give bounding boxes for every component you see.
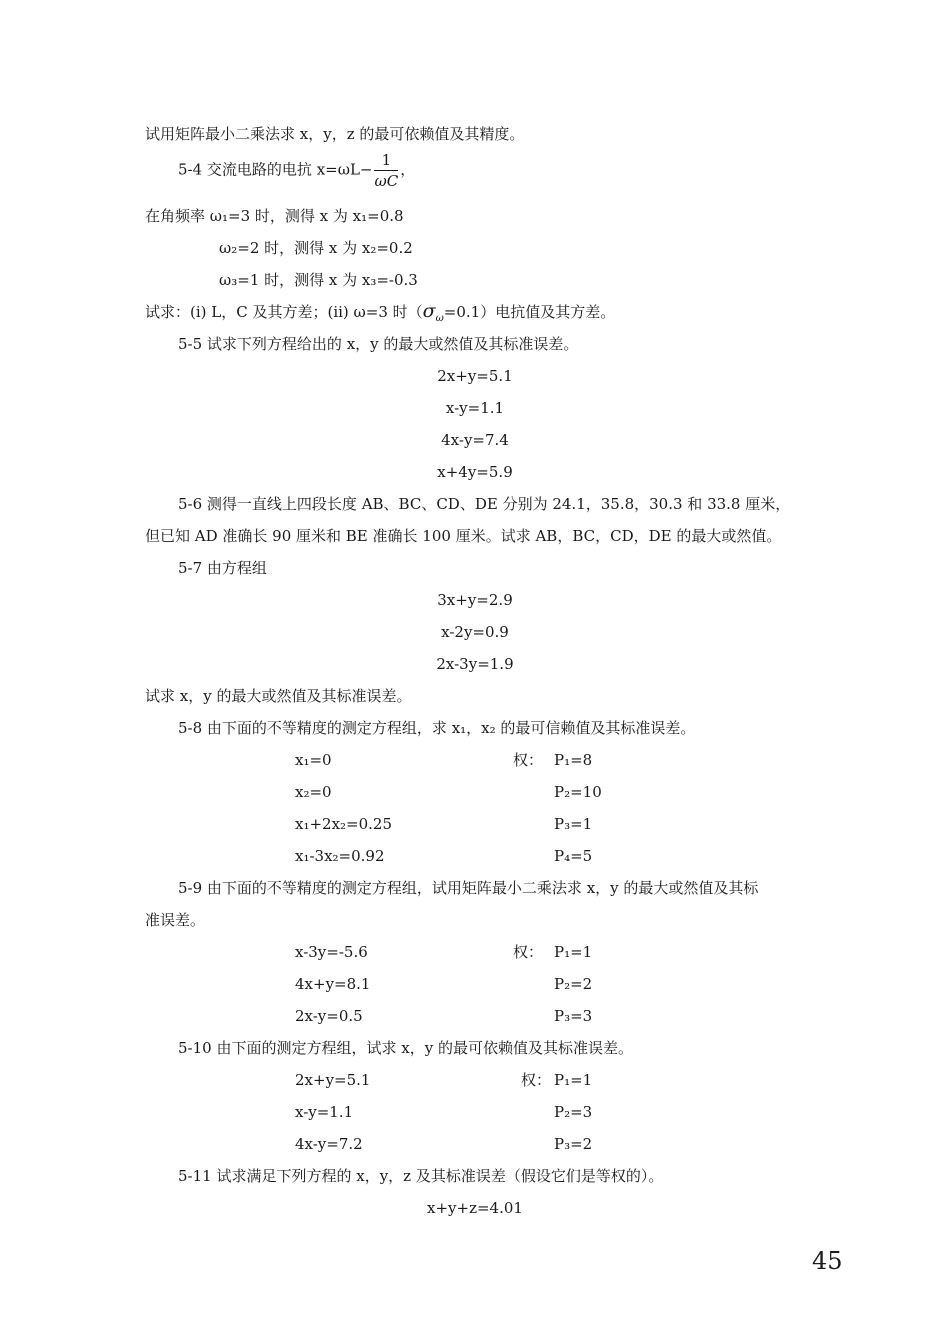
equation: x+y+z=4.01 xyxy=(427,1199,523,1217)
text-segment: 试求：(i) L，C 及其方差；(ii) ω=3 时（ xyxy=(145,303,423,321)
equation: 2x+y=5.1 xyxy=(295,1071,371,1089)
equation: 2x-3y=1.9 xyxy=(436,655,514,673)
text-line: ω₃=1 时，测得 x 为 x₃=-0.3 xyxy=(219,271,418,289)
equation: x₁=0 xyxy=(295,751,332,769)
problem-5-4-text: 5-4 交流电路的电抗 x=ωL− xyxy=(178,160,373,179)
text-line: ω₂=2 时，测得 x 为 x₂=0.2 xyxy=(219,239,413,257)
weight-value: P₁=1 xyxy=(554,943,593,961)
equation: 4x+y=8.1 xyxy=(295,975,371,993)
weight-value: P₂=10 xyxy=(554,783,602,801)
weight-value: P₁=8 xyxy=(554,751,593,769)
equation: 4x-y=7.2 xyxy=(295,1135,363,1153)
sigma-subscript: ω xyxy=(435,313,444,324)
text-line: 准误差。 xyxy=(145,911,206,929)
equation: 2x+y=5.1 xyxy=(437,367,513,385)
equation: x₁-3x₂=0.92 xyxy=(295,847,385,865)
fraction-numerator: 1 xyxy=(374,150,398,171)
equation: 4x-y=7.4 xyxy=(441,431,509,449)
fraction xyxy=(374,150,398,191)
weight-value: P₁=1 xyxy=(554,1071,593,1089)
equation: 3x+y=2.9 xyxy=(437,591,513,609)
text-line: 在角频率 ω₁=3 时，测得 x 为 x₁=0.8 xyxy=(145,207,404,225)
equation: x₁+2x₂=0.25 xyxy=(295,815,393,833)
problem-5-7: 5-7 由方程组 xyxy=(178,559,267,577)
weight-value: P₃=2 xyxy=(554,1135,593,1153)
problem-5-4 xyxy=(178,150,415,191)
problem-5-10: 5-10 由下面的测定方程组，试求 x，y 的最可依赖值及其标准误差。 xyxy=(178,1039,633,1057)
fraction-denominator: ωC xyxy=(374,172,399,190)
problem-5-8: 5-8 由下面的不等精度的测定方程组，求 x₁，x₂ 的最可信赖值及其标准误差。 xyxy=(178,719,696,737)
weight-value: P₂=2 xyxy=(554,975,593,993)
weight-label: 权： xyxy=(521,1071,552,1089)
sigma-symbol: σ xyxy=(422,300,436,322)
problem-5-5: 5-5 试求下列方程给出的 x，y 的最大或然值及其标准误差。 xyxy=(178,335,579,353)
equation: x+4y=5.9 xyxy=(437,463,513,481)
problem-5-4-comma: ， xyxy=(400,160,416,179)
equation: 2x-y=0.5 xyxy=(295,1007,363,1025)
equation: x-2y=0.9 xyxy=(441,623,509,641)
weight-value: P₂=3 xyxy=(554,1103,593,1121)
page-number: 45 xyxy=(812,1247,843,1275)
weight-value: P₃=3 xyxy=(554,1007,593,1025)
equation: x-3y=-5.6 xyxy=(295,943,368,961)
text-line: 试用矩阵最小二乘法求 x，y，z 的最可依赖值及其精度。 xyxy=(145,125,525,143)
weight-value: P₃=1 xyxy=(554,815,593,833)
equation: x-y=1.1 xyxy=(445,399,505,417)
equation: x₂=0 xyxy=(295,783,332,801)
weight-value: P₄=5 xyxy=(554,847,593,865)
equation: x-y=1.1 xyxy=(295,1103,354,1121)
weight-label: 权： xyxy=(513,943,544,961)
text-segment: =0.1）电抗值及其方差。 xyxy=(443,303,616,321)
text-line: 试求 x，y 的最大或然值及其标准误差。 xyxy=(145,687,412,705)
weight-label: 权： xyxy=(513,751,544,769)
text-line xyxy=(145,301,615,329)
problem-5-11: 5-11 试求满足下列方程的 x，y，z 及其标准误差（假设它们是等权的）。 xyxy=(178,1167,664,1185)
problem-5-6: 5-6 测得一直线上四段长度 AB、BC、CD、DE 分别为 24.1，35.8，30.3 和 33.8 厘米， xyxy=(178,495,791,513)
text-line: 但已知 AD 准确长 90 厘米和 BE 准确长 100 厘米。试求 AB，BC，CD，DE 的最大或然值。 xyxy=(145,527,782,545)
problem-5-9: 5-9 由下面的不等精度的测定方程组，试用矩阵最小二乘法求 x，y 的最大或然值及其标 xyxy=(178,879,759,897)
